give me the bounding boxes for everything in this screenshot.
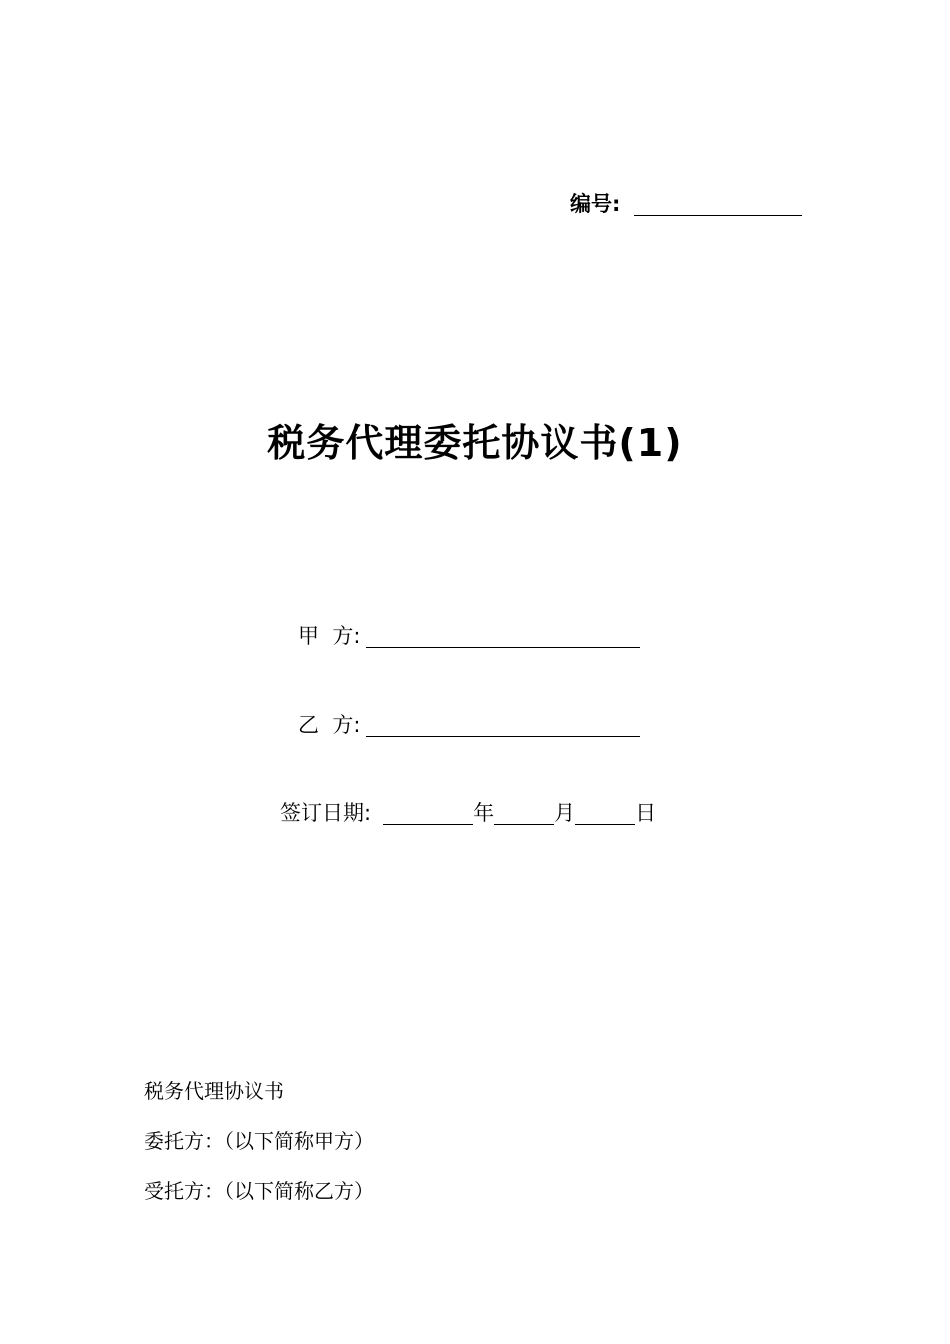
party-a-label: 甲 方: [298, 624, 361, 648]
day-blank[interactable] [575, 823, 635, 825]
sign-date-label: 签订日期: [280, 801, 372, 825]
body-doc-title: 税务代理协议书 [144, 1079, 284, 1103]
month-blank[interactable] [494, 823, 554, 825]
party-a-field [298, 620, 640, 650]
party-b-field [298, 709, 640, 739]
agent-line: 受托方：（以下简称乙方） [144, 1179, 374, 1203]
day-label: 日 [635, 801, 657, 825]
party-b-label: 乙 方: [298, 713, 361, 737]
principal-line: 委托方：（以下简称甲方） [144, 1129, 374, 1153]
party-a-blank[interactable] [366, 646, 640, 648]
serial-number-field [570, 188, 802, 218]
serial-number-label: 编号: [570, 192, 621, 216]
year-blank[interactable] [383, 823, 473, 825]
sign-date-field [280, 797, 656, 827]
serial-number-blank[interactable] [634, 214, 802, 216]
document-title: 税务代理委托协议书(1) [267, 421, 683, 465]
month-label: 月 [554, 801, 576, 825]
year-label: 年 [473, 801, 495, 825]
party-b-blank[interactable] [366, 735, 640, 737]
